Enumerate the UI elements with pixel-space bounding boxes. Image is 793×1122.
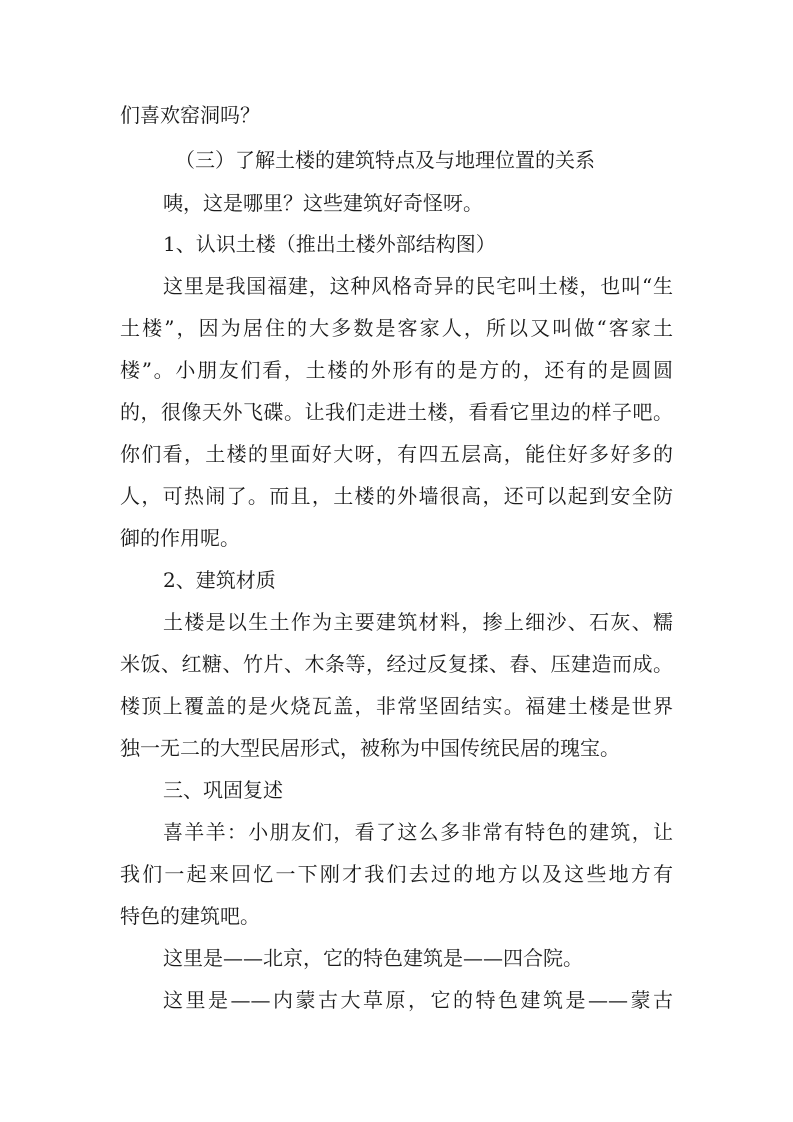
text-line: 御的作用呢。 [120, 526, 240, 550]
text-line: 的，很像天外飞碟。让我们走进土楼，看看它里边的样子吧。 [120, 400, 673, 424]
text-line: 这里是我国福建，这种风格奇异的民宅叫土楼，也叫“生 [163, 274, 673, 298]
text-line: 你们看，土楼的里面好大呀，有四五层高，能住好多好多的 [120, 442, 673, 466]
section-heading: （三）了解土楼的建筑特点及与地理位置的关系 [175, 148, 595, 172]
text-line: 楼”。小朋友们看，土楼的外形有的是方的，还有的是圆圆 [120, 358, 673, 382]
text-line: 人，可热闹了。而且，土楼的外墙很高，还可以起到安全防 [120, 484, 673, 508]
text-line: 楼顶上覆盖的是火烧瓦盖，非常坚固结实。福建土楼是世界 [120, 694, 673, 718]
text-line: 咦，这是哪里？这些建筑好奇怪呀。 [163, 191, 483, 215]
text-line: 我们一起来回忆一下刚才我们去过的地方以及这些地方有 [120, 862, 673, 886]
section-heading: 三、巩固复述 [163, 778, 283, 802]
text-line: 喜羊羊：小朋友们，看了这么多非常有特色的建筑，让 [163, 820, 673, 844]
text-line: 们喜欢窑洞吗？ [120, 103, 260, 127]
text-line: 特色的建筑吧。 [120, 904, 260, 928]
subsection-heading: 2、建筑材质 [163, 568, 276, 592]
text-line: 米饭、红糖、竹片、木条等，经过反复揉、舂、压建造而成。 [120, 652, 673, 676]
text-line: 土楼是以生土作为主要建筑材料，掺上细沙、石灰、糯 [163, 610, 673, 634]
text-line: 独一无二的大型民居形式，被称为中国传统民居的瑰宝。 [120, 736, 620, 760]
subsection-heading: 1、认识土楼（推出土楼外部结构图） [163, 232, 496, 256]
text-line: 土楼”，因为居住的大多数是客家人，所以又叫做“客家土 [120, 316, 673, 340]
text-line: 这里是——北京，它的特色建筑是——四合院。 [163, 946, 583, 970]
text-line: 这里是——内蒙古大草原，它的特色建筑是——蒙古 [163, 988, 673, 1012]
